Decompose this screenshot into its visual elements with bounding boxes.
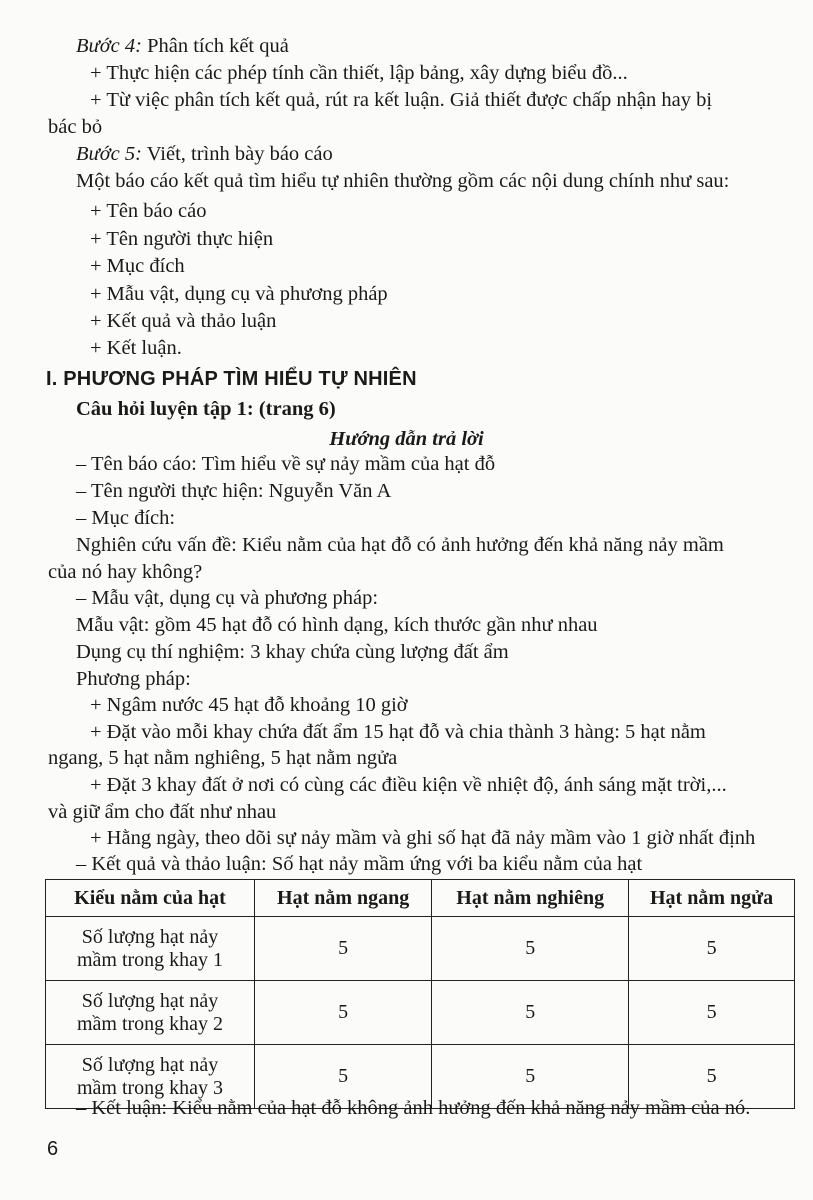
text-line: và giữ ẩm cho đất như nhau xyxy=(48,801,277,823)
table-cell: 5 xyxy=(255,1045,432,1109)
list-item: + Mẫu vật, dụng cụ và phương pháp xyxy=(90,283,388,305)
table-cell: 5 xyxy=(629,1045,795,1109)
answer-title: Hướng dẫn trả lời xyxy=(329,428,484,450)
step4-line: Bước 4: Phân tích kết quả xyxy=(76,35,289,57)
text-line: bác bỏ xyxy=(48,116,103,138)
question-title: Câu hỏi luyện tập 1: (trang 6) xyxy=(76,398,336,420)
list-item: + Mục đích xyxy=(90,255,185,277)
list-item: + Kết quả và thảo luận xyxy=(90,310,277,332)
text-line: + Hằng ngày, theo dõi sự nảy mầm và ghi số hạt đã nảy mầm vào 1 giờ nhất định xyxy=(90,827,756,849)
text-line: – Kết quả và thảo luận: Số hạt nảy mầm ứng với ba kiểu nằm của hạt xyxy=(76,853,643,875)
table-cell: 5 xyxy=(629,981,795,1045)
text-line: Một báo cáo kết quả tìm hiểu tự nhiên thường gồm các nội dung chính như sau: xyxy=(76,170,730,192)
table-header: Hạt nằm ngang xyxy=(255,880,432,917)
table-cell: 5 xyxy=(432,1045,629,1109)
table-cell: 5 xyxy=(255,981,432,1045)
row-label: Số lượng hạt nảy mầm trong khay 1 xyxy=(46,917,255,981)
results-table xyxy=(45,879,795,1109)
text-line: + Từ việc phân tích kết quả, rút ra kết luận. Giả thiết được chấp nhận hay bị xyxy=(90,89,713,111)
text-line: Dụng cụ thí nghiệm: 3 khay chứa cùng lượng đất ẩm xyxy=(76,641,509,663)
table-header: Hạt nằm ngửa xyxy=(629,880,795,917)
row-label: Số lượng hạt nảy mầm trong khay 3 xyxy=(46,1045,255,1109)
table-cell: 5 xyxy=(432,917,629,981)
text-line: Nghiên cứu vấn đề: Kiểu nằm của hạt đỗ có ảnh hưởng đến khả năng nảy mầm xyxy=(76,534,724,556)
row-label: Số lượng hạt nảy mầm trong khay 2 xyxy=(46,981,255,1045)
table-cell: 5 xyxy=(255,917,432,981)
text-line: – Tên báo cáo: Tìm hiểu về sự nảy mầm của hạt đỗ xyxy=(76,453,496,475)
table-row xyxy=(46,981,795,1045)
table-cell: 5 xyxy=(629,917,795,981)
text-line: – Mục đích: xyxy=(76,507,176,529)
table-header-row xyxy=(46,880,795,917)
text-line: + Đặt vào mỗi khay chứa đất ẩm 15 hạt đỗ và chia thành 3 hàng: 5 hạt nằm xyxy=(90,721,706,743)
text-line: – Mẫu vật, dụng cụ và phương pháp: xyxy=(76,587,379,609)
text-line: của nó hay không? xyxy=(48,561,203,583)
list-item: + Tên báo cáo xyxy=(90,200,207,222)
table-cell: 5 xyxy=(432,981,629,1045)
text-line: Mẫu vật: gồm 45 hạt đỗ có hình dạng, kích thước gần như nhau xyxy=(76,614,598,636)
table-row xyxy=(46,917,795,981)
table-header: Hạt nằm nghiêng xyxy=(432,880,629,917)
page-number: 6 xyxy=(47,1138,59,1160)
step5-line: Bước 5: Viết, trình bày báo cáo xyxy=(76,143,333,165)
list-item: + Tên người thực hiện xyxy=(90,228,274,250)
conclusion-line: – Kết luận: Kiểu nằm của hạt đỗ không ảnh hưởng đến khả năng nảy mầm của nó. xyxy=(76,1097,751,1119)
text-line: + Ngâm nước 45 hạt đỗ khoảng 10 giờ xyxy=(90,694,408,716)
list-item: + Kết luận. xyxy=(90,337,182,359)
text-line: – Tên người thực hiện: Nguyễn Văn A xyxy=(76,480,392,502)
section-heading: I. PHƯƠNG PHÁP TÌM HIỂU TỰ NHIÊN xyxy=(46,368,417,390)
text-line: ngang, 5 hạt nằm nghiêng, 5 hạt nằm ngửa xyxy=(48,747,398,769)
text-line: + Đặt 3 khay đất ở nơi có cùng các điều kiện về nhiệt độ, ánh sáng mặt trời,... xyxy=(90,774,727,796)
text-line: Phương pháp: xyxy=(76,668,191,690)
text-line: + Thực hiện các phép tính cần thiết, lập bảng, xây dựng biểu đồ... xyxy=(90,62,628,84)
table-header: Kiểu nằm của hạt xyxy=(46,880,255,917)
